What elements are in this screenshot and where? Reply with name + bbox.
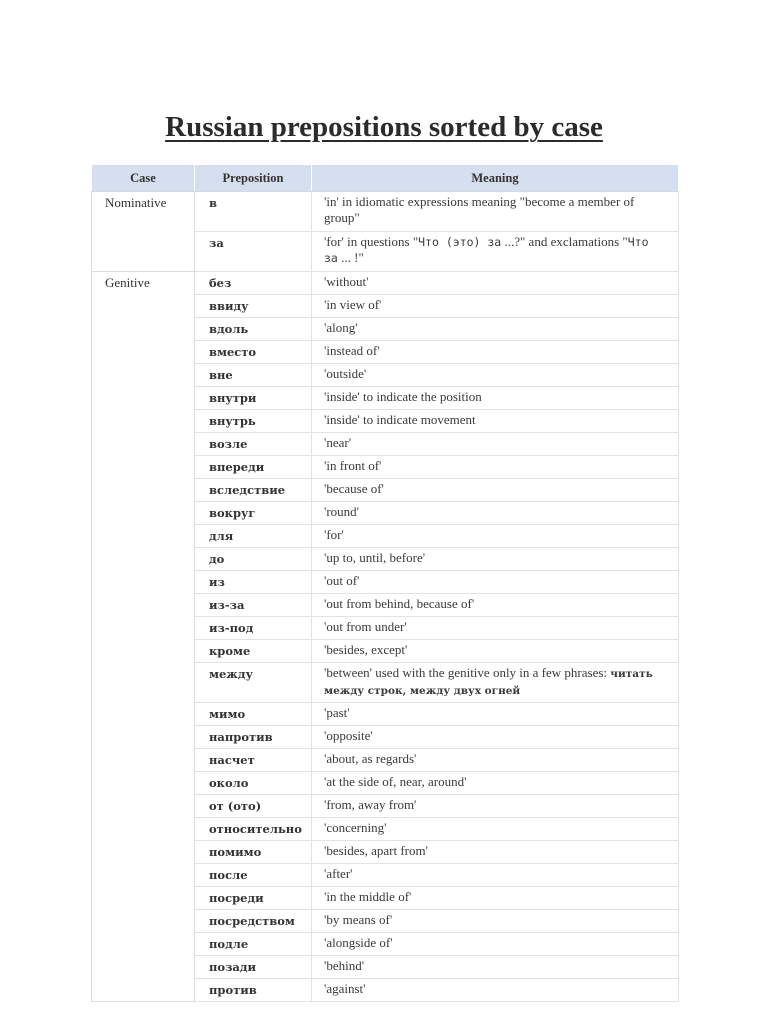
preposition-cell: за (195, 232, 312, 272)
page-title: Russian prepositions sorted by case (165, 111, 603, 144)
meaning-cell: 'round' (312, 502, 679, 525)
preposition-cell: из-под (195, 617, 312, 640)
preposition-cell: возле (195, 433, 312, 456)
header-case: Case (92, 165, 195, 192)
preposition-cell: вдоль (195, 318, 312, 341)
meaning-cell: 'besides, apart from' (312, 841, 679, 864)
prepositions-table (91, 164, 679, 1002)
case-cell-nominative: Nominative (92, 192, 195, 272)
preposition-cell: около (195, 772, 312, 795)
meaning-cell: 'along' (312, 318, 679, 341)
header-preposition: Preposition (195, 165, 312, 192)
case-cell-genitive: Genitive (92, 272, 195, 1002)
meaning-cell: 'instead of' (312, 341, 679, 364)
meaning-cell: 'up to, until, before' (312, 548, 679, 571)
meaning-cell: 'past' (312, 703, 679, 726)
meaning-cell: 'in' in idiomatic expressions meaning "become a member of group" (312, 192, 679, 232)
meaning-cell: 'near' (312, 433, 679, 456)
meaning-text: 'between' used with the genitive only in a few phrases: (324, 665, 611, 680)
meaning-text: ... !" (337, 250, 364, 265)
preposition-cell: из (195, 571, 312, 594)
meaning-cell: 'after' (312, 864, 679, 887)
preposition-cell: посреди (195, 887, 312, 910)
preposition-cell: для (195, 525, 312, 548)
preposition-cell: после (195, 864, 312, 887)
meaning-cell: 'by means of' (312, 910, 679, 933)
preposition-cell: помимо (195, 841, 312, 864)
preposition-cell: в (195, 192, 312, 232)
preposition-cell: относительно (195, 818, 312, 841)
meaning-cell: 'from, away from' (312, 795, 679, 818)
preposition-cell: против (195, 979, 312, 1002)
preposition-cell: вокруг (195, 502, 312, 525)
table-body (92, 192, 679, 1002)
meaning-cell (312, 663, 679, 703)
preposition-cell: вне (195, 364, 312, 387)
meaning-cell: 'out from behind, because of' (312, 594, 679, 617)
preposition-cell: насчет (195, 749, 312, 772)
preposition-cell: между (195, 663, 312, 703)
meaning-cell: 'out of' (312, 571, 679, 594)
preposition-cell: ввиду (195, 295, 312, 318)
russian-example: читать между строк, между двух огней (324, 668, 653, 697)
meaning-cell: 'in front of' (312, 456, 679, 479)
preposition-cell: от (ото) (195, 795, 312, 818)
meaning-cell: 'alongside of' (312, 933, 679, 956)
preposition-cell: до (195, 548, 312, 571)
meaning-cell: 'about, as regards' (312, 749, 679, 772)
header-meaning: Meaning (312, 165, 679, 192)
meaning-cell: 'inside' to indicate movement (312, 410, 679, 433)
preposition-cell: без (195, 272, 312, 295)
meaning-cell: 'in view of' (312, 295, 679, 318)
preposition-cell: вследствие (195, 479, 312, 502)
meaning-cell: 'opposite' (312, 726, 679, 749)
meaning-cell: 'against' (312, 979, 679, 1002)
russian-example: Что за (324, 235, 649, 265)
preposition-cell: кроме (195, 640, 312, 663)
meaning-cell: 'inside' to indicate the position (312, 387, 679, 410)
preposition-cell: мимо (195, 703, 312, 726)
meaning-cell: 'in the middle of' (312, 887, 679, 910)
preposition-cell: посредством (195, 910, 312, 933)
meaning-cell: 'at the side of, near, around' (312, 772, 679, 795)
meaning-cell: 'concerning' (312, 818, 679, 841)
meaning-cell: 'because of' (312, 479, 679, 502)
table-header-row (92, 165, 679, 192)
preposition-cell: позади (195, 956, 312, 979)
preposition-cell: впереди (195, 456, 312, 479)
meaning-cell: 'besides, except' (312, 640, 679, 663)
meaning-text: ...?" and exclamations " (501, 234, 628, 249)
meaning-cell: 'without' (312, 272, 679, 295)
preposition-cell: внутри (195, 387, 312, 410)
meaning-cell: 'for' (312, 525, 679, 548)
preposition-cell: вместо (195, 341, 312, 364)
meaning-text: 'for' in questions " (324, 234, 419, 249)
table-row (92, 272, 679, 295)
meaning-cell: 'behind' (312, 956, 679, 979)
meaning-cell: 'outside' (312, 364, 679, 387)
meaning-cell (312, 232, 679, 272)
preposition-cell: подле (195, 933, 312, 956)
russian-example: Что (это) за (418, 235, 502, 249)
table-row (92, 192, 679, 232)
meaning-cell: 'out from under' (312, 617, 679, 640)
preposition-cell: напротив (195, 726, 312, 749)
preposition-cell: внутрь (195, 410, 312, 433)
preposition-cell: из-за (195, 594, 312, 617)
